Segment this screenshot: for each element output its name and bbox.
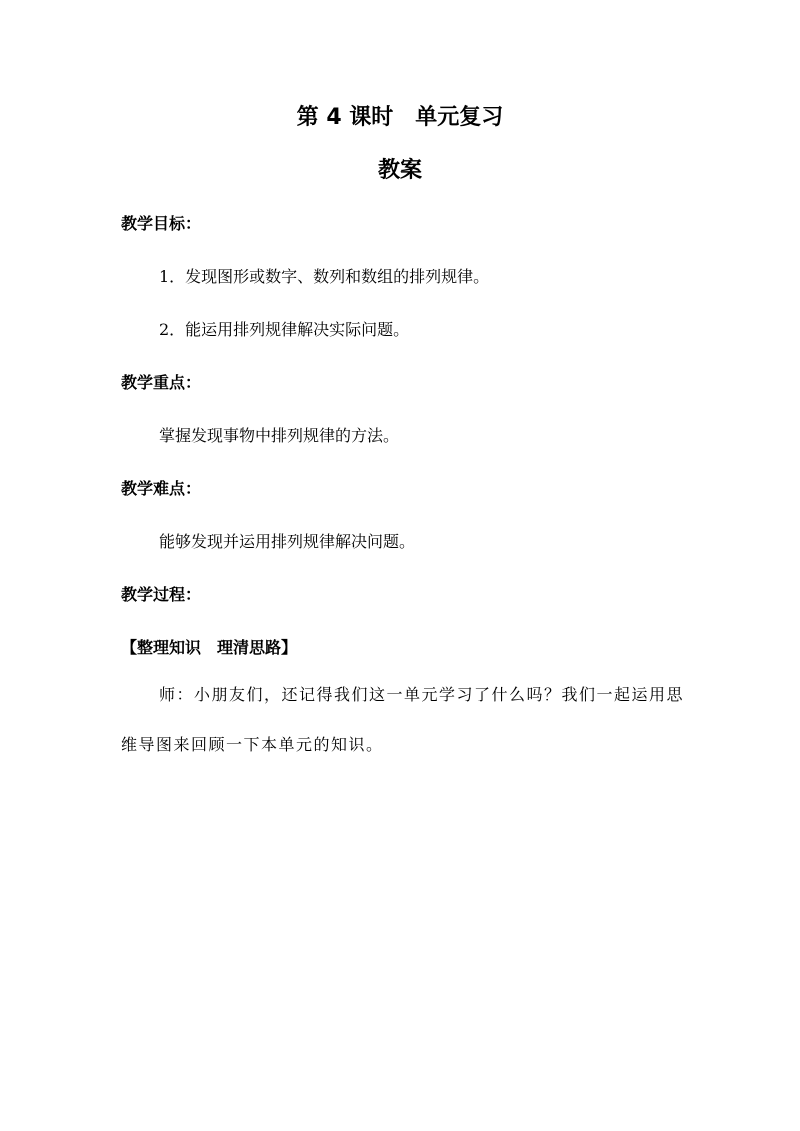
focus-heading: 教学重点： xyxy=(121,373,202,392)
lesson-subtitle: 教案 xyxy=(377,158,422,183)
process-heading: 教学过程： xyxy=(121,585,202,604)
objective-item-1: 1．发现图形或数字、数列和数组的排列规律。 xyxy=(159,267,490,286)
objectives-heading: 教学目标： xyxy=(121,214,202,233)
focus-text: 掌握发现事物中排列规律的方法。 xyxy=(159,426,400,445)
process-subheading: 【整理知识 理清思路】 xyxy=(121,638,298,657)
lesson-title: 第 4 课时 单元复习 xyxy=(296,105,504,130)
difficulty-text: 能够发现并运用排列规律解决问题。 xyxy=(159,532,416,551)
difficulty-heading: 教学难点： xyxy=(121,479,202,498)
process-paragraph: 师：小朋友们，还记得我们这一单元学习了什么吗？我们一起运用思维导图来回顾一下本单元的知识。 xyxy=(121,685,685,754)
objective-item-2: 2．能运用排列规律解决实际问题。 xyxy=(159,320,410,339)
